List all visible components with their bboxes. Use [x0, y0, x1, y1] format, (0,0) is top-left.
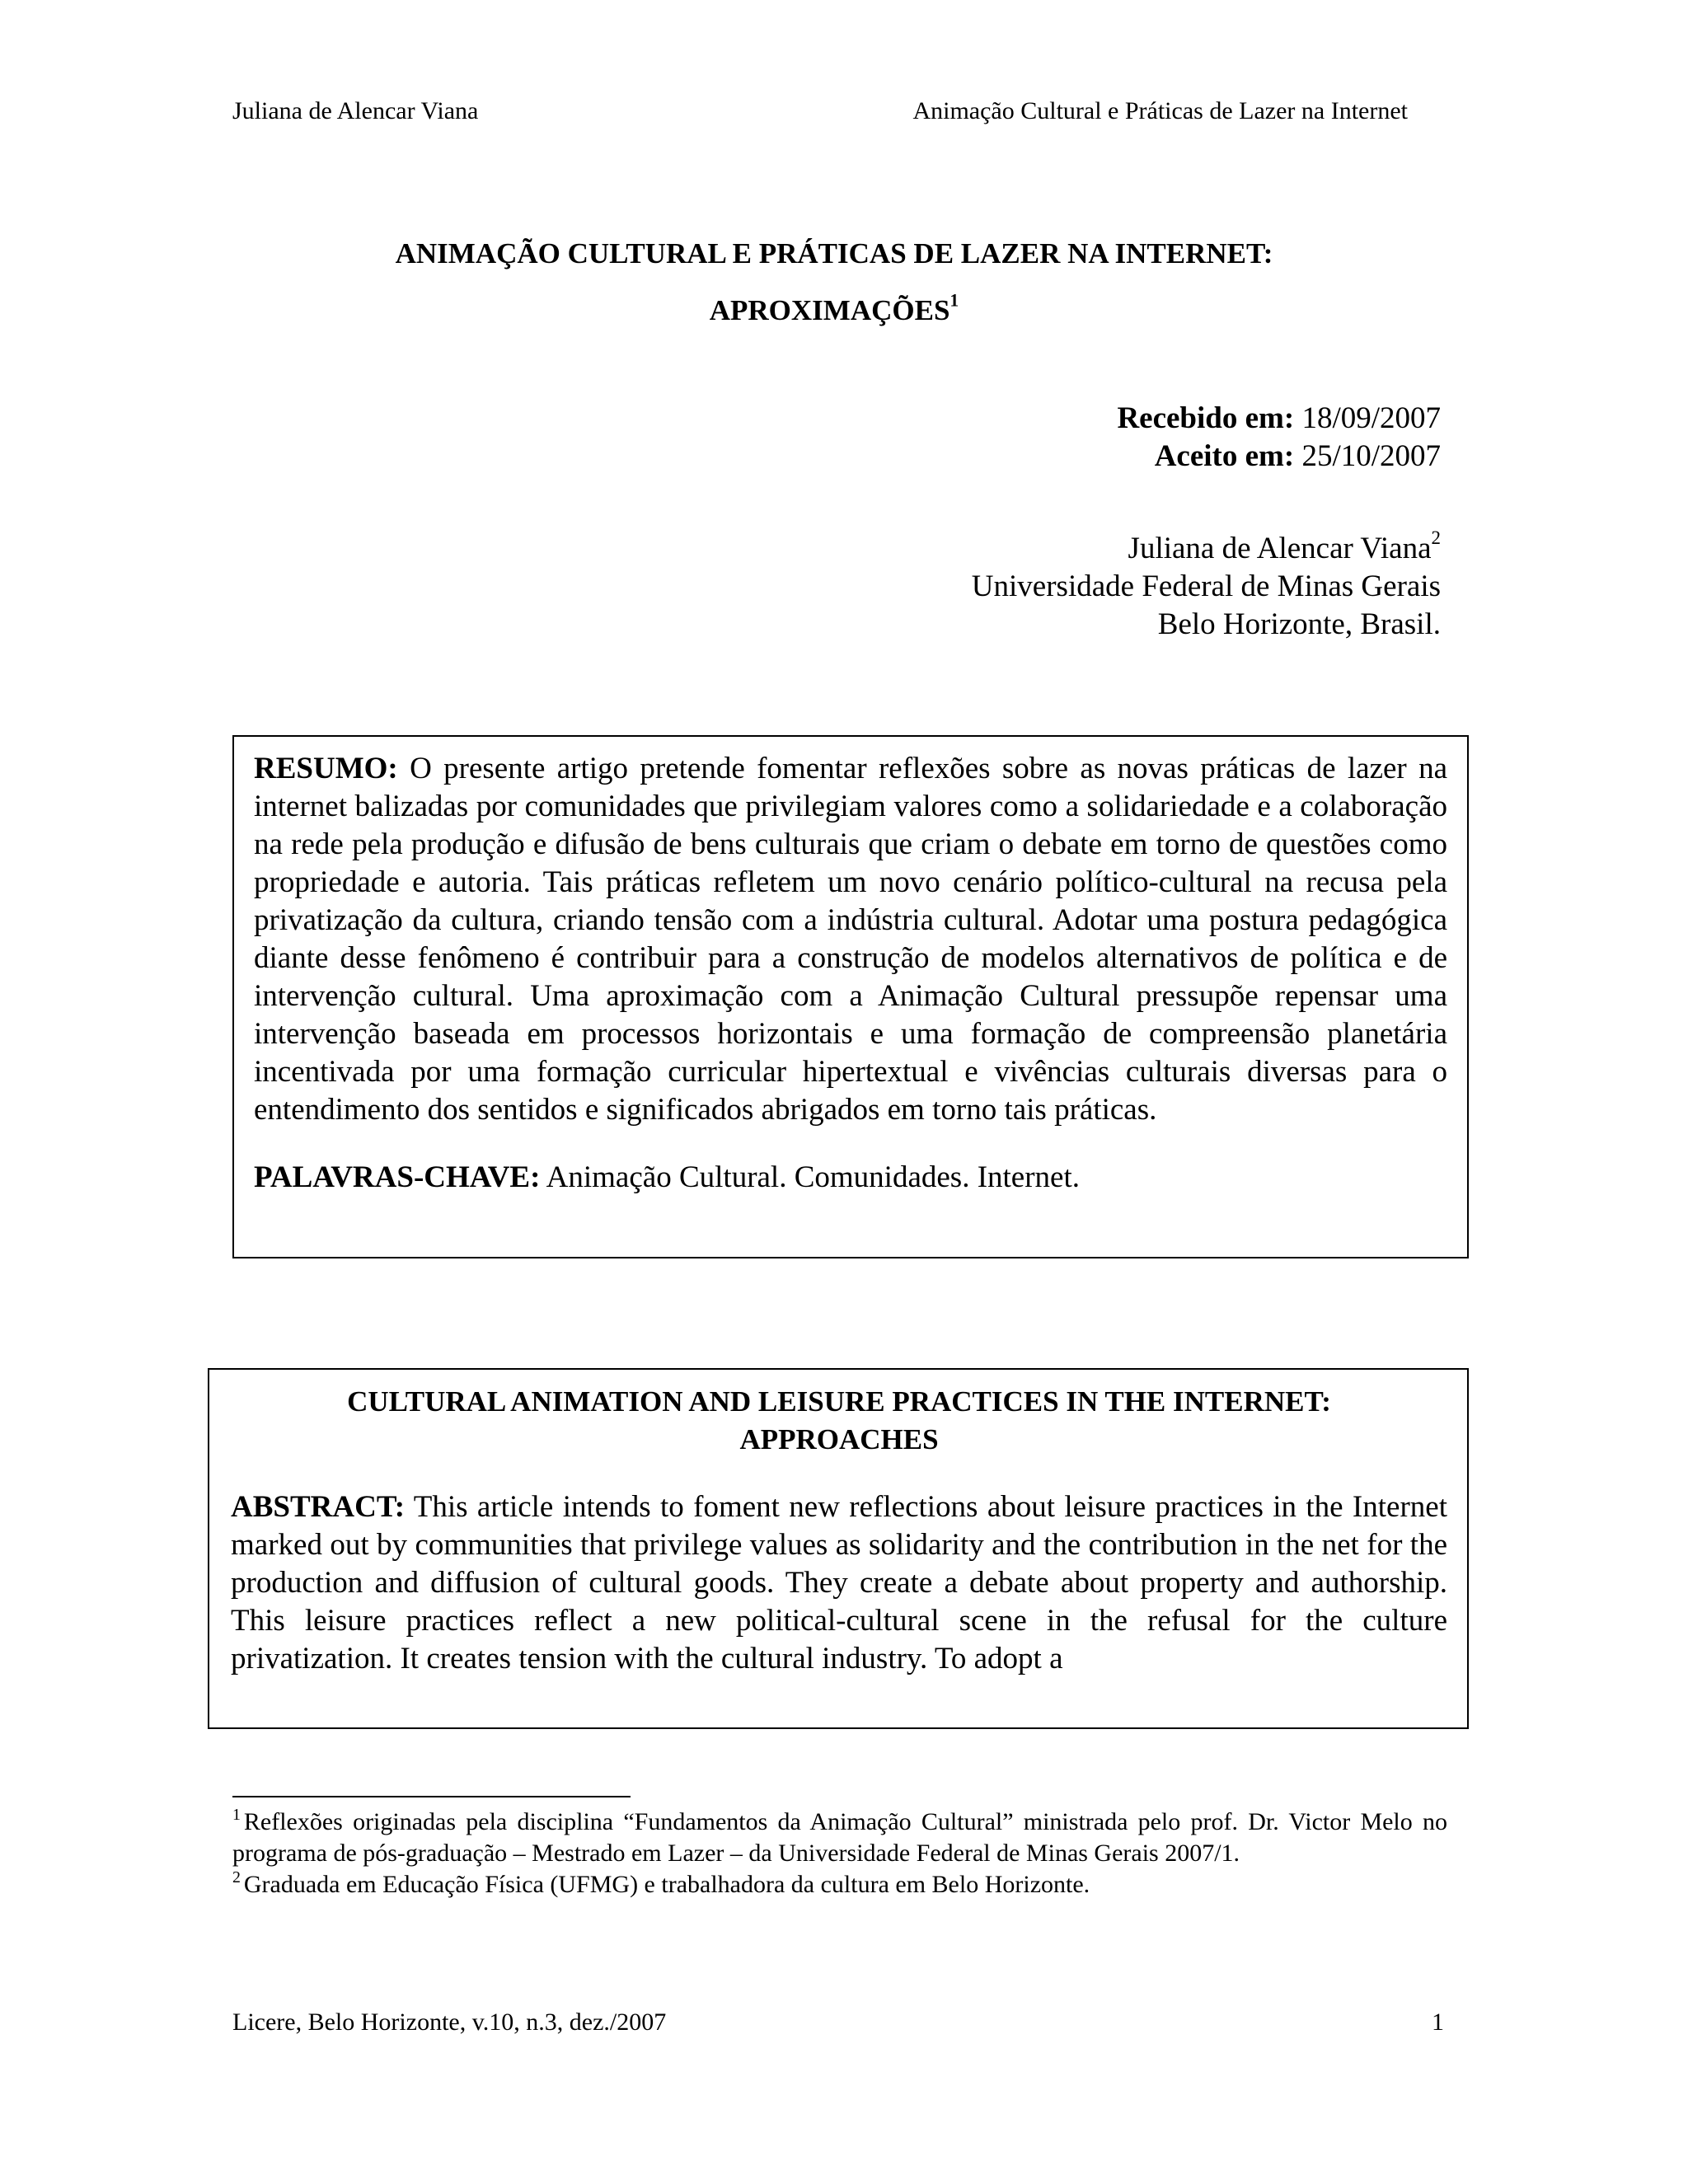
- footnote-separator: [232, 1796, 631, 1797]
- footnote-2-mark: 2: [232, 1868, 241, 1887]
- abstract-box: [208, 1368, 1469, 1729]
- received-date-line: [1117, 400, 1441, 438]
- accepted-value: 25/10/2007: [1301, 439, 1441, 473]
- abstract-paragraph: [231, 1488, 1447, 1678]
- footnote-1-text: Reflexões originadas pela disciplina “Fundamentos da Animação Cultural” ministrada pelo prof. Dr. Victor Melo no programa de pós-graduação – Mestrado em Lazer – da Universidade Federal de Minas Gerais 2007/1.: [232, 1808, 1447, 1867]
- author-footnote-mark[interactable]: 2: [1431, 527, 1441, 548]
- article-title-text: APROXIMAÇÕES: [709, 294, 950, 326]
- article-title-line-1: ANIMAÇÃO CULTURAL E PRÁTICAS DE LAZER NA INTERNET:: [395, 237, 1273, 269]
- author-block: [971, 527, 1441, 644]
- footnote-2-text: Graduada em Educação Física (UFMG) e trabalhadora da cultura em Belo Horizonte.: [243, 1871, 1090, 1898]
- abstract-text: This article intends to foment new reflections about leisure practices in the Internet marked out by communities that privilege values as solidarity and the contribution in the net for the production and diffusion of cultural goods. They create a debate about property and authorship. This leisure practices reflect a new political-cultural scene in the refusal for the culture privatization. It creates tension with the cultural industry. To adopt a: [231, 1490, 1447, 1675]
- footnote-1: [232, 1807, 1447, 1869]
- article-title-line-2: [232, 290, 1436, 331]
- submission-dates: [1117, 400, 1441, 476]
- running-header-author: Juliana de Alencar Viana: [232, 97, 479, 124]
- keywords-label: PALAVRAS-CHAVE:: [254, 1160, 541, 1194]
- footnotes: [232, 1807, 1447, 1900]
- page-number: 1: [1432, 2008, 1444, 2036]
- resumo-label: RESUMO:: [254, 752, 398, 785]
- keywords-line: [254, 1159, 1447, 1197]
- received-value: 18/09/2007: [1301, 401, 1441, 435]
- received-label: Recebido em:: [1117, 401, 1295, 435]
- resumo-box: [232, 735, 1469, 1258]
- running-footer-citation: Licere, Belo Horizonte, v.10, n.3, dez./2007: [232, 2008, 667, 2036]
- resumo-paragraph: [254, 750, 1447, 1129]
- author-location: Belo Horizonte, Brasil.: [1157, 607, 1441, 641]
- footnote-1-mark: 1: [232, 1806, 241, 1825]
- footnote-2: [232, 1869, 1447, 1900]
- title-footnote-mark[interactable]: 1: [950, 290, 959, 311]
- english-title-line-2: APPROACHES: [739, 1423, 939, 1455]
- accepted-label: Aceito em:: [1154, 439, 1295, 473]
- author-institution: Universidade Federal de Minas Gerais: [971, 569, 1441, 603]
- accepted-date-line: [1117, 438, 1441, 476]
- abstract-label: ABSTRACT:: [231, 1490, 406, 1524]
- resumo-text: O presente artigo pretende fomentar reflexões sobre as novas práticas de lazer na internet balizadas por comunidades que privilegiam valores como a solidariedade e a colaboração na rede pela produção e difusão de bens culturais que criam o debate em torno de questões como propriedade e autoria. Tais práticas refletem um novo cenário político-cultural na recusa pela privatização da cultura, criando tensão com a indústria cultural. Adotar uma postura pedagógica diante desse fenômeno é contribuir para a construção de modelos alternativos de política e de intervenção cultural. Uma aproximação com a Animação Cultural pressupõe repensar uma intervenção baseada em processos horizontais e uma formação de compreensão planetária incentivada por uma formação curricular hipertextual e vivências culturais diversas para o entendimento dos sentidos e significados abrigados em torno tais práticas.: [254, 752, 1447, 1127]
- author-name-line: [972, 527, 1441, 568]
- running-header-title: Animação Cultural e Práticas de Lazer na Internet: [912, 97, 1408, 124]
- english-title-line-1: CULTURAL ANIMATION AND LEISURE PRACTICES IN THE INTERNET:: [347, 1385, 1331, 1418]
- keywords-text: Animação Cultural. Comunidades. Internet.: [546, 1160, 1080, 1194]
- author-name: Juliana de Alencar Viana: [1128, 532, 1432, 565]
